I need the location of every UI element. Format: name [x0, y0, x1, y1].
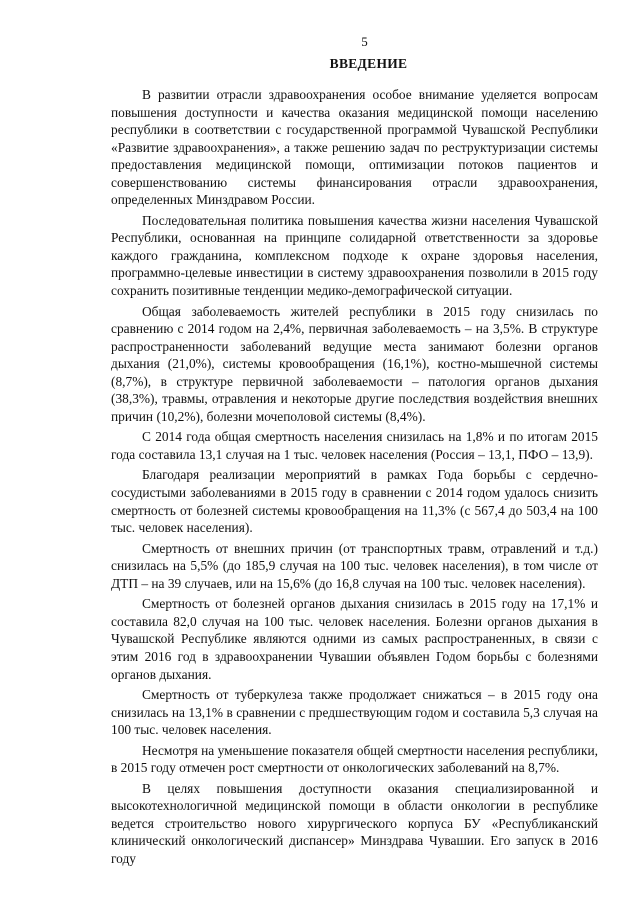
page-number: 5 [361, 34, 368, 49]
paragraph: В целях повышения доступности оказания специализированной и высокотехнологичной медицинской помощи в области онкологии в республике ведется строительство нового хирургического корпуса БУ «Республиканский клинический онкологический диспансер» Минздрава Чувашии. Его запуск в 2016 году [111, 780, 598, 866]
paragraph: Общая заболеваемость жителей республики в 2015 году снизилась по сравнению с 2014 годом на 2,4%, первичная заболеваемость – на 3,5%. В структуре распространенности заболеваний ведущие места занимают болезни органов дыхания (21,0%), системы кровообращения (16,1%), костно-мышечной системы (8,7%), в структуре первичной заболеваемости – патология органов дыхания (38,3%), травмы, отравления и некоторые другие последствия воздействия внешних причин (10,2%), болезни мочеполовой системы (8,4%). [111, 303, 598, 424]
paragraph: Последовательная политика повышения качества жизни населения Чувашской Республики, основанная на принципе солидарной ответственности за здоровье каждого гражданина, комплексном подходе к охране здоровья населения, программно-целевые инвестиции в систему здравоохранения позволили в 2015 году сохранить позитивные тенденции медико-демографической ситуации. [111, 212, 598, 299]
paragraph: Благодаря реализации мероприятий в рамках Года борьбы с сердечно-сосудистыми заболеваниями в 2015 году в сравнении с 2014 годом удалось снизить смертность от болезней системы кровообращения на 11,3% (с 567,4 до 503,4 на 100 тыс. человек населения). [111, 467, 598, 536]
body-text [111, 86, 598, 868]
paragraph: В развитии отрасли здравоохранения особое внимание уделяется вопросам повышения доступности и качества оказания медицинской помощи населению республики в соответствии с государственной программой Чувашской Республики «Развитие здравоохранения», а также решению задач по реструктуризации системы предоставления медицинской помощи, оптимизации потоков пациентов и совершенствованию системы финансирования отрасли здравоохранения, определенных Минздравом России. [111, 87, 598, 208]
paragraph: Смертность от внешних причин (от транспортных травм, отравлений и т.д.) снизилась на 5,5% (до 185,9 случая на 100 тыс. человек населения), в том числе от ДТП – на 39 случаев, или на 15,6% (до 16,8 случая на 100 тыс. человек населения). [111, 540, 598, 591]
paragraph: Смертность от болезней органов дыхания снизилась в 2015 году на 17,1% и составила 82,0 случая на 100 тыс. человек населения. Болезни органов дыхания в Чувашской Республике являются одними из самых распространенных, в связи с этим 2016 год в здравоохранении Чувашии объявлен Годом борьбы с болезнями органов дыхания. [111, 596, 598, 682]
paragraph: С 2014 года общая смертность населения снизилась на 1,8% и по итогам 2015 года составила 13,1 случая на 1 тыс. человек населения (Россия – 13,1, ПФО – 13,9). [111, 429, 598, 462]
paragraph: Несмотря на уменьшение показателя общей смертности населения республики, в 2015 году отмечен рост смертности от онкологических заболеваний на 8,7%. [111, 742, 598, 776]
page-title: ВВЕДЕНИЕ [329, 56, 408, 71]
paragraph: Смертность от туберкулеза также продолжает снижаться – в 2015 году она снизилась на 13,1% в сравнении с предшествующим годом и составила 5,3 случая на 100 тыс. человек населения. [111, 687, 598, 738]
